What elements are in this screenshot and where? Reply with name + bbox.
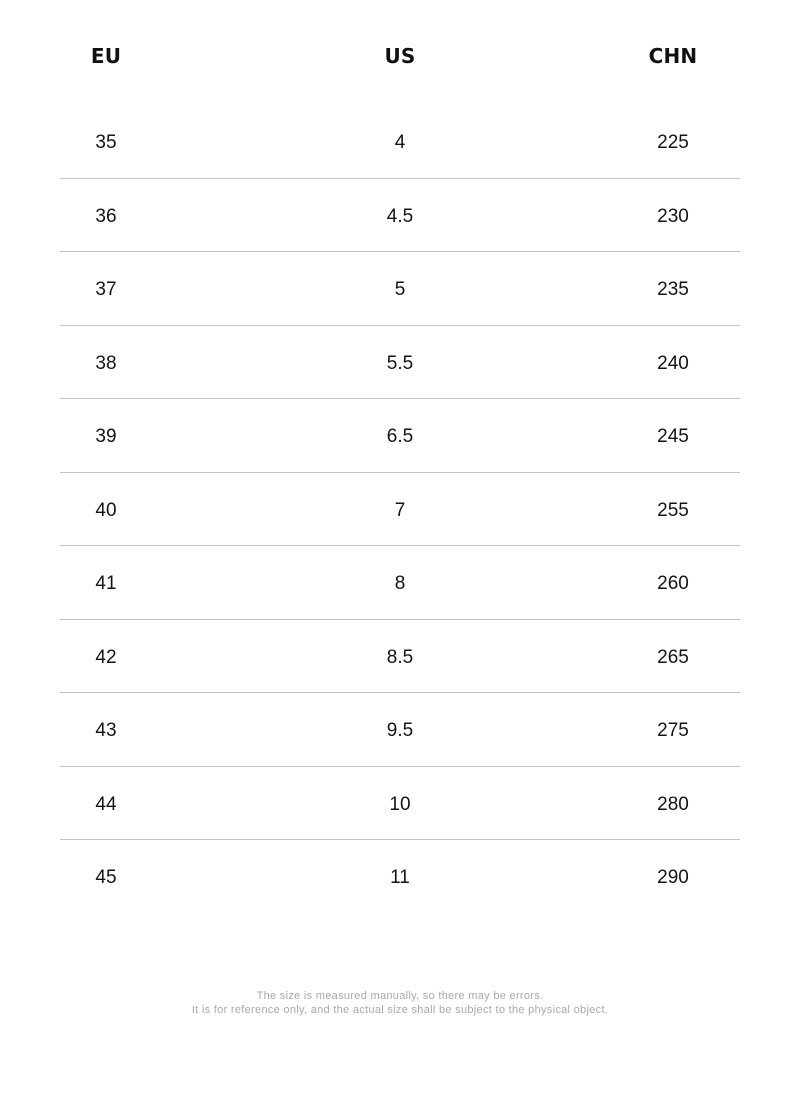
size-chart-table: [60, 0, 740, 914]
table-row: [60, 179, 740, 253]
table-row: [60, 693, 740, 767]
cell-us: 11: [390, 867, 410, 888]
cell-eu: 35: [95, 132, 117, 153]
cell-us: 8: [394, 573, 406, 594]
header-us: US: [384, 44, 416, 68]
cell-eu: 38: [95, 352, 117, 374]
disclaimer-line-2: It is for reference only, and the actual size shall be subject to the physical object.: [191, 1004, 609, 1016]
cell-eu: 44: [95, 793, 117, 815]
table-row: [60, 546, 740, 620]
cell-eu: 42: [95, 646, 117, 668]
cell-eu: 37: [95, 279, 117, 300]
header-chn: CHN: [648, 44, 698, 68]
cell-chn: 275: [657, 720, 689, 741]
cell-us: 5.5: [386, 352, 414, 374]
cell-eu: 43: [95, 720, 117, 741]
disclaimer-line-1: The size is measured manually, so there may be errors.: [256, 990, 544, 1002]
cell-eu: 41: [95, 573, 117, 594]
cell-chn: 260: [657, 573, 689, 594]
table-row: [60, 399, 740, 473]
cell-us: 10: [389, 793, 411, 815]
cell-chn: 255: [657, 499, 689, 521]
table-row: [60, 105, 740, 179]
cell-chn: 290: [657, 867, 689, 888]
cell-chn: 280: [657, 793, 689, 815]
cell-us: 6.5: [386, 426, 414, 447]
cell-us: 9.5: [386, 720, 414, 741]
cell-us: 4: [394, 132, 406, 153]
table-row: [60, 767, 740, 841]
cell-us: 7: [394, 499, 406, 521]
table-row: [60, 473, 740, 547]
cell-eu: 45: [95, 867, 117, 888]
cell-eu: 36: [95, 205, 117, 227]
cell-us: 8.5: [386, 646, 414, 668]
cell-chn: 235: [657, 279, 689, 300]
cell-chn: 240: [657, 352, 689, 374]
table-header-row: [60, 0, 740, 105]
cell-chn: 230: [657, 205, 689, 227]
cell-eu: 40: [95, 499, 117, 521]
table-row: [60, 252, 740, 326]
cell-us: 5: [394, 279, 406, 300]
table-body: [60, 105, 740, 914]
cell-chn: 225: [657, 132, 689, 153]
table-row: [60, 840, 740, 914]
cell-us: 4.5: [386, 205, 414, 227]
cell-eu: 39: [95, 426, 117, 447]
cell-chn: 245: [657, 426, 689, 447]
table-row: [60, 326, 740, 400]
cell-chn: 265: [657, 646, 689, 668]
header-eu: EU: [90, 44, 122, 68]
table-row: [60, 620, 740, 694]
